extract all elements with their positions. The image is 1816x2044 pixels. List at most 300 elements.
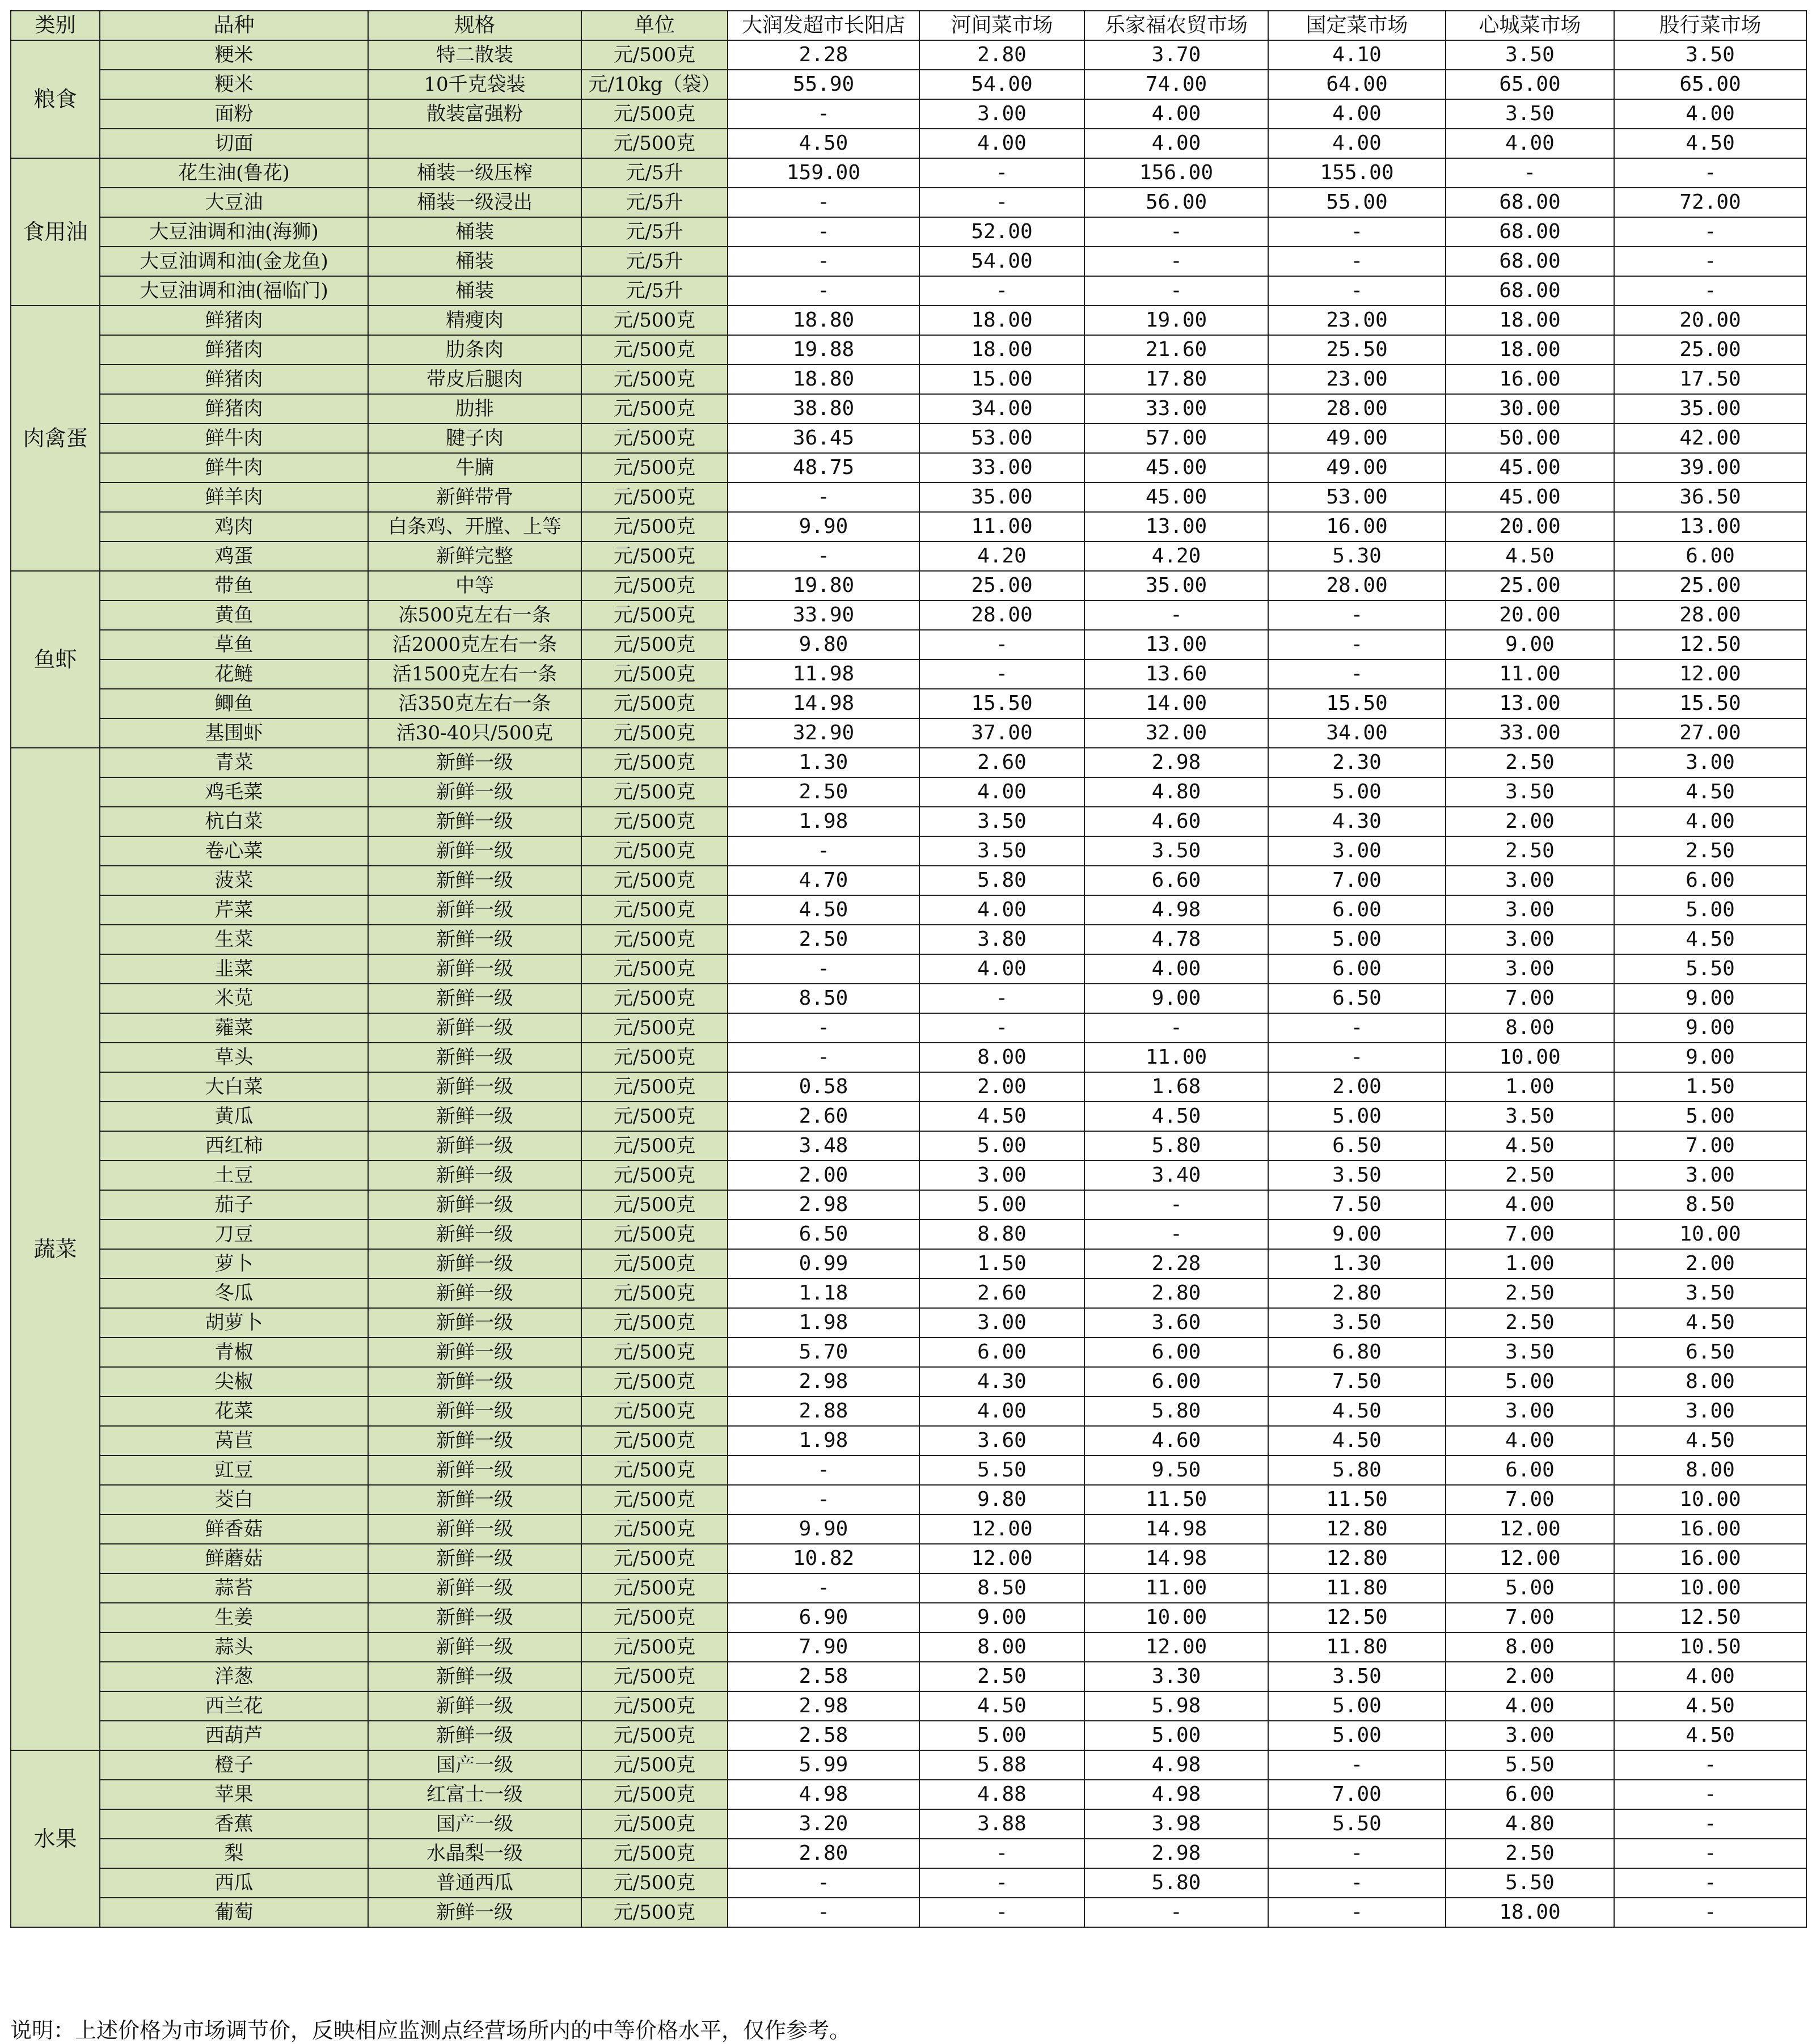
spec-cell: 桶装 xyxy=(368,276,581,306)
price-cell: 14.00 xyxy=(1084,689,1268,718)
spec-cell: 新鲜一级 xyxy=(368,1102,581,1131)
price-cell: 4.98 xyxy=(1084,895,1268,925)
price-cell: 159.00 xyxy=(728,158,919,188)
price-cell: 9.00 xyxy=(1268,1220,1446,1249)
price-cell: 57.00 xyxy=(1084,424,1268,453)
price-cell: 13.00 xyxy=(1084,630,1268,659)
price-cell: 4.00 xyxy=(1084,954,1268,984)
price-cell: 19.80 xyxy=(728,571,919,600)
spec-cell: 肋条肉 xyxy=(368,335,581,365)
item-name-cell: 蒜苔 xyxy=(100,1573,368,1603)
price-cell: 13.60 xyxy=(1084,659,1268,689)
price-cell: 1.00 xyxy=(1446,1072,1614,1102)
unit-cell: 元/500克 xyxy=(581,836,728,866)
price-cell: 4.50 xyxy=(1084,1102,1268,1131)
price-cell: 4.00 xyxy=(1084,129,1268,158)
price-cell: 21.60 xyxy=(1084,335,1268,365)
item-name-cell: 生姜 xyxy=(100,1603,368,1632)
table-row xyxy=(11,512,1806,541)
price-cell: 12.00 xyxy=(1084,1632,1268,1662)
price-cell: 3.50 xyxy=(1614,40,1806,70)
item-name-cell: 鲜猪肉 xyxy=(100,306,368,335)
item-name-cell: 切面 xyxy=(100,129,368,158)
price-cell: 3.50 xyxy=(1446,777,1614,807)
price-cell: 6.00 xyxy=(1446,1780,1614,1809)
unit-cell: 元/500克 xyxy=(581,689,728,718)
price-cell: 4.80 xyxy=(1446,1809,1614,1839)
spec-cell: 新鲜一级 xyxy=(368,1396,581,1426)
table-row xyxy=(11,1721,1806,1750)
unit-cell: 元/500克 xyxy=(581,512,728,541)
price-cell: 28.00 xyxy=(919,600,1084,630)
price-cell: 4.00 xyxy=(1614,807,1806,836)
unit-cell: 元/500克 xyxy=(581,483,728,512)
price-cell: 9.50 xyxy=(1084,1455,1268,1485)
item-name-cell: 青菜 xyxy=(100,748,368,777)
price-cell: 4.30 xyxy=(919,1367,1084,1396)
price-cell: 3.00 xyxy=(1446,925,1614,954)
price-cell: 5.00 xyxy=(1446,1367,1614,1396)
table-row xyxy=(11,1396,1806,1426)
price-cell: 3.50 xyxy=(1268,1662,1446,1691)
unit-cell: 元/500克 xyxy=(581,306,728,335)
table-row xyxy=(11,1013,1806,1043)
unit-cell: 元/500克 xyxy=(581,777,728,807)
price-cell: - xyxy=(1268,600,1446,630)
price-cell: 3.00 xyxy=(919,1161,1084,1190)
price-cell: 3.70 xyxy=(1084,40,1268,70)
spec-cell: 新鲜一级 xyxy=(368,1455,581,1485)
price-cell: - xyxy=(919,276,1084,306)
price-cell: - xyxy=(1084,1013,1268,1043)
price-cell: 68.00 xyxy=(1446,276,1614,306)
price-cell: 4.98 xyxy=(728,1780,919,1809)
unit-cell: 元/500克 xyxy=(581,1279,728,1308)
price-cell: 18.80 xyxy=(728,365,919,394)
column-header: 心城菜市场 xyxy=(1446,11,1614,40)
table-row xyxy=(11,984,1806,1013)
price-cell: 15.50 xyxy=(1614,689,1806,718)
item-name-cell: 鲜猪肉 xyxy=(100,335,368,365)
price-cell: - xyxy=(728,483,919,512)
price-cell: 18.00 xyxy=(919,306,1084,335)
price-cell: 33.00 xyxy=(1084,394,1268,424)
price-cell: 4.00 xyxy=(919,954,1084,984)
unit-cell: 元/500克 xyxy=(581,748,728,777)
item-name-cell: 萝卜 xyxy=(100,1249,368,1279)
item-name-cell: 黄鱼 xyxy=(100,600,368,630)
price-cell: 4.60 xyxy=(1084,807,1268,836)
item-name-cell: 冬瓜 xyxy=(100,1279,368,1308)
unit-cell: 元/500克 xyxy=(581,453,728,483)
spec-cell: 特二散装 xyxy=(368,40,581,70)
spec-cell: 新鲜一级 xyxy=(368,748,581,777)
item-name-cell: 黄瓜 xyxy=(100,1102,368,1131)
spec-cell: 新鲜一级 xyxy=(368,1426,581,1455)
price-cell: - xyxy=(1084,247,1268,276)
price-cell: - xyxy=(1614,247,1806,276)
spec-cell: 新鲜一级 xyxy=(368,866,581,895)
item-name-cell: 青椒 xyxy=(100,1338,368,1367)
price-cell: 42.00 xyxy=(1614,424,1806,453)
price-cell: 4.00 xyxy=(1446,129,1614,158)
unit-cell: 元/500克 xyxy=(581,866,728,895)
unit-cell: 元/500克 xyxy=(581,1220,728,1249)
price-cell: 7.00 xyxy=(1268,1780,1446,1809)
unit-cell: 元/500克 xyxy=(581,718,728,748)
price-cell: 25.00 xyxy=(919,571,1084,600)
table-row xyxy=(11,247,1806,276)
item-name-cell: 香蕉 xyxy=(100,1809,368,1839)
price-cell: 3.30 xyxy=(1084,1662,1268,1691)
price-cell: 2.50 xyxy=(1446,1279,1614,1308)
price-cell: 6.00 xyxy=(1268,954,1446,984)
column-header: 乐家福农贸市场 xyxy=(1084,11,1268,40)
unit-cell: 元/500克 xyxy=(581,1043,728,1072)
price-cell: - xyxy=(728,1898,919,1927)
price-cell: 7.00 xyxy=(1268,866,1446,895)
unit-cell: 元/500克 xyxy=(581,1013,728,1043)
item-name-cell: 茭白 xyxy=(100,1485,368,1514)
item-name-cell: 生菜 xyxy=(100,925,368,954)
price-cell: 14.98 xyxy=(728,689,919,718)
unit-cell: 元/500克 xyxy=(581,1072,728,1102)
spec-cell: 水晶梨一级 xyxy=(368,1839,581,1868)
price-cell: 5.00 xyxy=(1268,1721,1446,1750)
price-cell: 4.88 xyxy=(919,1780,1084,1809)
price-cell: 2.60 xyxy=(919,748,1084,777)
spec-cell: 新鲜一级 xyxy=(368,1013,581,1043)
price-cell: 35.00 xyxy=(1614,394,1806,424)
unit-cell: 元/500克 xyxy=(581,984,728,1013)
table-row xyxy=(11,394,1806,424)
unit-cell: 元/500克 xyxy=(581,1750,728,1780)
spec-cell: 新鲜一级 xyxy=(368,1190,581,1220)
price-cell: - xyxy=(1084,276,1268,306)
item-name-cell: 梨 xyxy=(100,1839,368,1868)
price-cell: 2.98 xyxy=(1084,1839,1268,1868)
item-name-cell: 西红柿 xyxy=(100,1131,368,1161)
spec-cell: 新鲜一级 xyxy=(368,777,581,807)
price-cell: 4.50 xyxy=(1614,925,1806,954)
price-cell: 3.50 xyxy=(1268,1308,1446,1338)
table-row xyxy=(11,1426,1806,1455)
spec-cell: 新鲜一级 xyxy=(368,1898,581,1927)
spec-cell: 新鲜一级 xyxy=(368,1338,581,1367)
price-cell: 2.80 xyxy=(1268,1279,1446,1308)
price-cell: 5.80 xyxy=(1084,1131,1268,1161)
category-cell: 水果 xyxy=(11,1750,100,1927)
price-cell: - xyxy=(728,1485,919,1514)
unit-cell: 元/500克 xyxy=(581,895,728,925)
column-header: 类别 xyxy=(11,11,100,40)
price-cell: 5.00 xyxy=(1268,1691,1446,1721)
price-cell: 9.90 xyxy=(728,1514,919,1544)
price-cell: 4.78 xyxy=(1084,925,1268,954)
spec-cell: 新鲜一级 xyxy=(368,1043,581,1072)
price-cell: 10.00 xyxy=(1446,1043,1614,1072)
item-name-cell: 米苋 xyxy=(100,984,368,1013)
price-cell: - xyxy=(1268,247,1446,276)
price-cell: 5.50 xyxy=(919,1455,1084,1485)
table-row xyxy=(11,1043,1806,1072)
price-cell: 2.88 xyxy=(728,1396,919,1426)
price-cell: 9.90 xyxy=(728,512,919,541)
price-cell: 5.00 xyxy=(1268,777,1446,807)
spec-cell: 中等 xyxy=(368,571,581,600)
unit-cell: 元/500克 xyxy=(581,1161,728,1190)
price-cell: 1.98 xyxy=(728,807,919,836)
item-name-cell: 土豆 xyxy=(100,1161,368,1190)
price-cell: 5.00 xyxy=(1268,925,1446,954)
price-cell: 4.98 xyxy=(1084,1780,1268,1809)
table-row xyxy=(11,571,1806,600)
price-cell: 4.20 xyxy=(1084,541,1268,571)
price-cell: 48.75 xyxy=(728,453,919,483)
price-cell: 2.60 xyxy=(728,1102,919,1131)
price-cell: 2.00 xyxy=(1614,1249,1806,1279)
price-cell: - xyxy=(1614,1839,1806,1868)
price-cell: - xyxy=(919,984,1084,1013)
price-cell: - xyxy=(728,217,919,247)
price-cell: 5.30 xyxy=(1268,541,1446,571)
price-cell: - xyxy=(919,630,1084,659)
spec-cell: 新鲜一级 xyxy=(368,1514,581,1544)
price-cell: 2.50 xyxy=(1446,1308,1614,1338)
unit-cell: 元/500克 xyxy=(581,1721,728,1750)
column-header: 河间菜市场 xyxy=(919,11,1084,40)
item-name-cell: 菠菜 xyxy=(100,866,368,895)
unit-cell: 元/500克 xyxy=(581,1396,728,1426)
price-cell: 5.00 xyxy=(1614,1102,1806,1131)
spec-cell: 活1500克左右一条 xyxy=(368,659,581,689)
price-cell: 11.00 xyxy=(919,512,1084,541)
unit-cell: 元/500克 xyxy=(581,1544,728,1573)
price-cell: 17.50 xyxy=(1614,365,1806,394)
unit-cell: 元/500克 xyxy=(581,1102,728,1131)
price-cell: 16.00 xyxy=(1614,1514,1806,1544)
price-cell: 6.60 xyxy=(1084,866,1268,895)
price-cell: - xyxy=(1084,600,1268,630)
price-cell: 5.50 xyxy=(1614,954,1806,984)
price-cell: 20.00 xyxy=(1446,512,1614,541)
price-cell: 2.50 xyxy=(1446,748,1614,777)
unit-cell: 元/500克 xyxy=(581,394,728,424)
price-cell: 6.50 xyxy=(1268,1131,1446,1161)
price-cell: 52.00 xyxy=(919,217,1084,247)
item-name-cell: 花鲢 xyxy=(100,659,368,689)
price-cell: - xyxy=(1268,1839,1446,1868)
item-name-cell: 西瓜 xyxy=(100,1868,368,1898)
price-cell: 9.00 xyxy=(919,1603,1084,1632)
price-cell: 3.00 xyxy=(1446,895,1614,925)
price-cell: 65.00 xyxy=(1614,70,1806,99)
price-cell: 55.90 xyxy=(728,70,919,99)
spec-cell: 散装富强粉 xyxy=(368,99,581,129)
price-cell: - xyxy=(1084,1190,1268,1220)
price-cell: 4.50 xyxy=(1268,1426,1446,1455)
unit-cell: 元/5升 xyxy=(581,188,728,217)
price-cell: 5.70 xyxy=(728,1338,919,1367)
price-cell: 2.80 xyxy=(919,40,1084,70)
price-cell: - xyxy=(1268,1750,1446,1780)
spec-cell: 新鲜一级 xyxy=(368,807,581,836)
item-name-cell: 大豆油调和油(海狮) xyxy=(100,217,368,247)
price-cell: 68.00 xyxy=(1446,217,1614,247)
price-cell: 11.80 xyxy=(1268,1573,1446,1603)
price-cell: 3.50 xyxy=(1446,1102,1614,1131)
price-cell: 1.00 xyxy=(1446,1249,1614,1279)
table-row xyxy=(11,689,1806,718)
price-cell: 3.50 xyxy=(1614,1279,1806,1308)
price-cell: 45.00 xyxy=(1084,453,1268,483)
price-cell: 4.50 xyxy=(1268,1396,1446,1426)
table-row xyxy=(11,1072,1806,1102)
price-cell: 1.98 xyxy=(728,1308,919,1338)
price-cell: 3.00 xyxy=(1446,1396,1614,1426)
spec-cell xyxy=(368,129,581,158)
item-name-cell: 鲜牛肉 xyxy=(100,424,368,453)
price-cell: 16.00 xyxy=(1614,1544,1806,1573)
price-cell: 15.50 xyxy=(919,689,1084,718)
price-cell: 5.00 xyxy=(1268,1102,1446,1131)
item-name-cell: 粳米 xyxy=(100,70,368,99)
spec-cell: 腱子肉 xyxy=(368,424,581,453)
price-cell: - xyxy=(728,1013,919,1043)
item-name-cell: 鲜羊肉 xyxy=(100,483,368,512)
table-row xyxy=(11,1809,1806,1839)
item-name-cell: 鲜牛肉 xyxy=(100,453,368,483)
price-cell: 6.50 xyxy=(1614,1338,1806,1367)
unit-cell: 元/500克 xyxy=(581,1485,728,1514)
price-cell: 4.30 xyxy=(1268,807,1446,836)
price-cell: 12.50 xyxy=(1268,1603,1446,1632)
price-cell: 5.00 xyxy=(919,1721,1084,1750)
price-cell: 6.00 xyxy=(919,1338,1084,1367)
price-cell: 5.00 xyxy=(919,1190,1084,1220)
price-cell: 18.00 xyxy=(919,335,1084,365)
spec-cell: 精瘦肉 xyxy=(368,306,581,335)
price-cell: 5.50 xyxy=(1268,1809,1446,1839)
price-cell: 2.50 xyxy=(728,925,919,954)
price-cell: 6.00 xyxy=(1614,541,1806,571)
price-cell: 5.99 xyxy=(728,1750,919,1780)
unit-cell: 元/500克 xyxy=(581,541,728,571)
table-row xyxy=(11,1220,1806,1249)
table-body xyxy=(11,40,1806,1927)
price-cell: 156.00 xyxy=(1084,158,1268,188)
spec-cell: 桶装 xyxy=(368,217,581,247)
price-cell: 2.80 xyxy=(728,1839,919,1868)
price-cell: 2.28 xyxy=(728,40,919,70)
price-cell: 4.50 xyxy=(1614,1308,1806,1338)
item-name-cell: 卷心菜 xyxy=(100,836,368,866)
price-cell: - xyxy=(728,836,919,866)
price-cell: 19.00 xyxy=(1084,306,1268,335)
price-cell: 7.90 xyxy=(728,1632,919,1662)
item-name-cell: 基围虾 xyxy=(100,718,368,748)
price-cell: 8.00 xyxy=(919,1043,1084,1072)
price-cell: 54.00 xyxy=(919,70,1084,99)
item-name-cell: 鲜猪肉 xyxy=(100,394,368,424)
price-cell: 4.50 xyxy=(1614,1426,1806,1455)
price-cell: 53.00 xyxy=(1268,483,1446,512)
price-cell: - xyxy=(1268,276,1446,306)
price-cell: 8.00 xyxy=(1614,1367,1806,1396)
price-cell: 4.50 xyxy=(1614,129,1806,158)
price-cell: 2.50 xyxy=(919,1662,1084,1691)
unit-cell: 元/500克 xyxy=(581,424,728,453)
item-name-cell: 草头 xyxy=(100,1043,368,1072)
price-cell: 4.00 xyxy=(919,777,1084,807)
table-row xyxy=(11,1750,1806,1780)
spec-cell: 10千克袋装 xyxy=(368,70,581,99)
table-row xyxy=(11,1544,1806,1573)
price-cell: - xyxy=(1268,217,1446,247)
item-name-cell: 大白菜 xyxy=(100,1072,368,1102)
spec-cell: 活30-40只/500克 xyxy=(368,718,581,748)
price-cell: 14.98 xyxy=(1084,1514,1268,1544)
unit-cell: 元/500克 xyxy=(581,571,728,600)
price-cell: 3.00 xyxy=(1446,1721,1614,1750)
price-cell: - xyxy=(1614,1898,1806,1927)
price-cell: 2.50 xyxy=(728,777,919,807)
price-cell: 6.90 xyxy=(728,1603,919,1632)
price-cell: - xyxy=(1084,1220,1268,1249)
spec-cell: 新鲜一级 xyxy=(368,1573,581,1603)
item-name-cell: 韭菜 xyxy=(100,954,368,984)
table-row xyxy=(11,40,1806,70)
price-cell: - xyxy=(1614,276,1806,306)
price-cell: 2.28 xyxy=(1084,1249,1268,1279)
price-cell: 12.80 xyxy=(1268,1514,1446,1544)
price-cell: - xyxy=(1268,659,1446,689)
unit-cell: 元/500克 xyxy=(581,1868,728,1898)
unit-cell: 元/500克 xyxy=(581,1131,728,1161)
price-cell: 4.10 xyxy=(1268,40,1446,70)
price-cell: 2.58 xyxy=(728,1662,919,1691)
price-cell: 6.00 xyxy=(1446,1455,1614,1485)
table-row xyxy=(11,217,1806,247)
table-row xyxy=(11,70,1806,99)
price-cell: 3.00 xyxy=(919,1308,1084,1338)
price-cell: 34.00 xyxy=(1268,718,1446,748)
price-cell: - xyxy=(919,188,1084,217)
price-cell: 2.30 xyxy=(1268,748,1446,777)
price-cell: 3.00 xyxy=(1614,1396,1806,1426)
spec-cell: 新鲜一级 xyxy=(368,1161,581,1190)
table-row xyxy=(11,1367,1806,1396)
price-cell: 3.98 xyxy=(1084,1809,1268,1839)
price-cell: 12.80 xyxy=(1268,1544,1446,1573)
item-name-cell: 蕹菜 xyxy=(100,1013,368,1043)
spec-cell: 新鲜一级 xyxy=(368,984,581,1013)
price-cell: 15.50 xyxy=(1268,689,1446,718)
price-cell: 6.00 xyxy=(1084,1367,1268,1396)
price-cell: - xyxy=(1446,158,1614,188)
item-name-cell: 蒜头 xyxy=(100,1632,368,1662)
table-row xyxy=(11,453,1806,483)
price-cell: 12.50 xyxy=(1614,1603,1806,1632)
item-name-cell: 胡萝卜 xyxy=(100,1308,368,1338)
table-row xyxy=(11,158,1806,188)
unit-cell: 元/500克 xyxy=(581,807,728,836)
price-cell: 25.00 xyxy=(1614,335,1806,365)
price-cell: 5.80 xyxy=(1268,1455,1446,1485)
item-name-cell: 大豆油调和油(福临门) xyxy=(100,276,368,306)
item-name-cell: 尖椒 xyxy=(100,1367,368,1396)
price-cell: - xyxy=(1268,1868,1446,1898)
